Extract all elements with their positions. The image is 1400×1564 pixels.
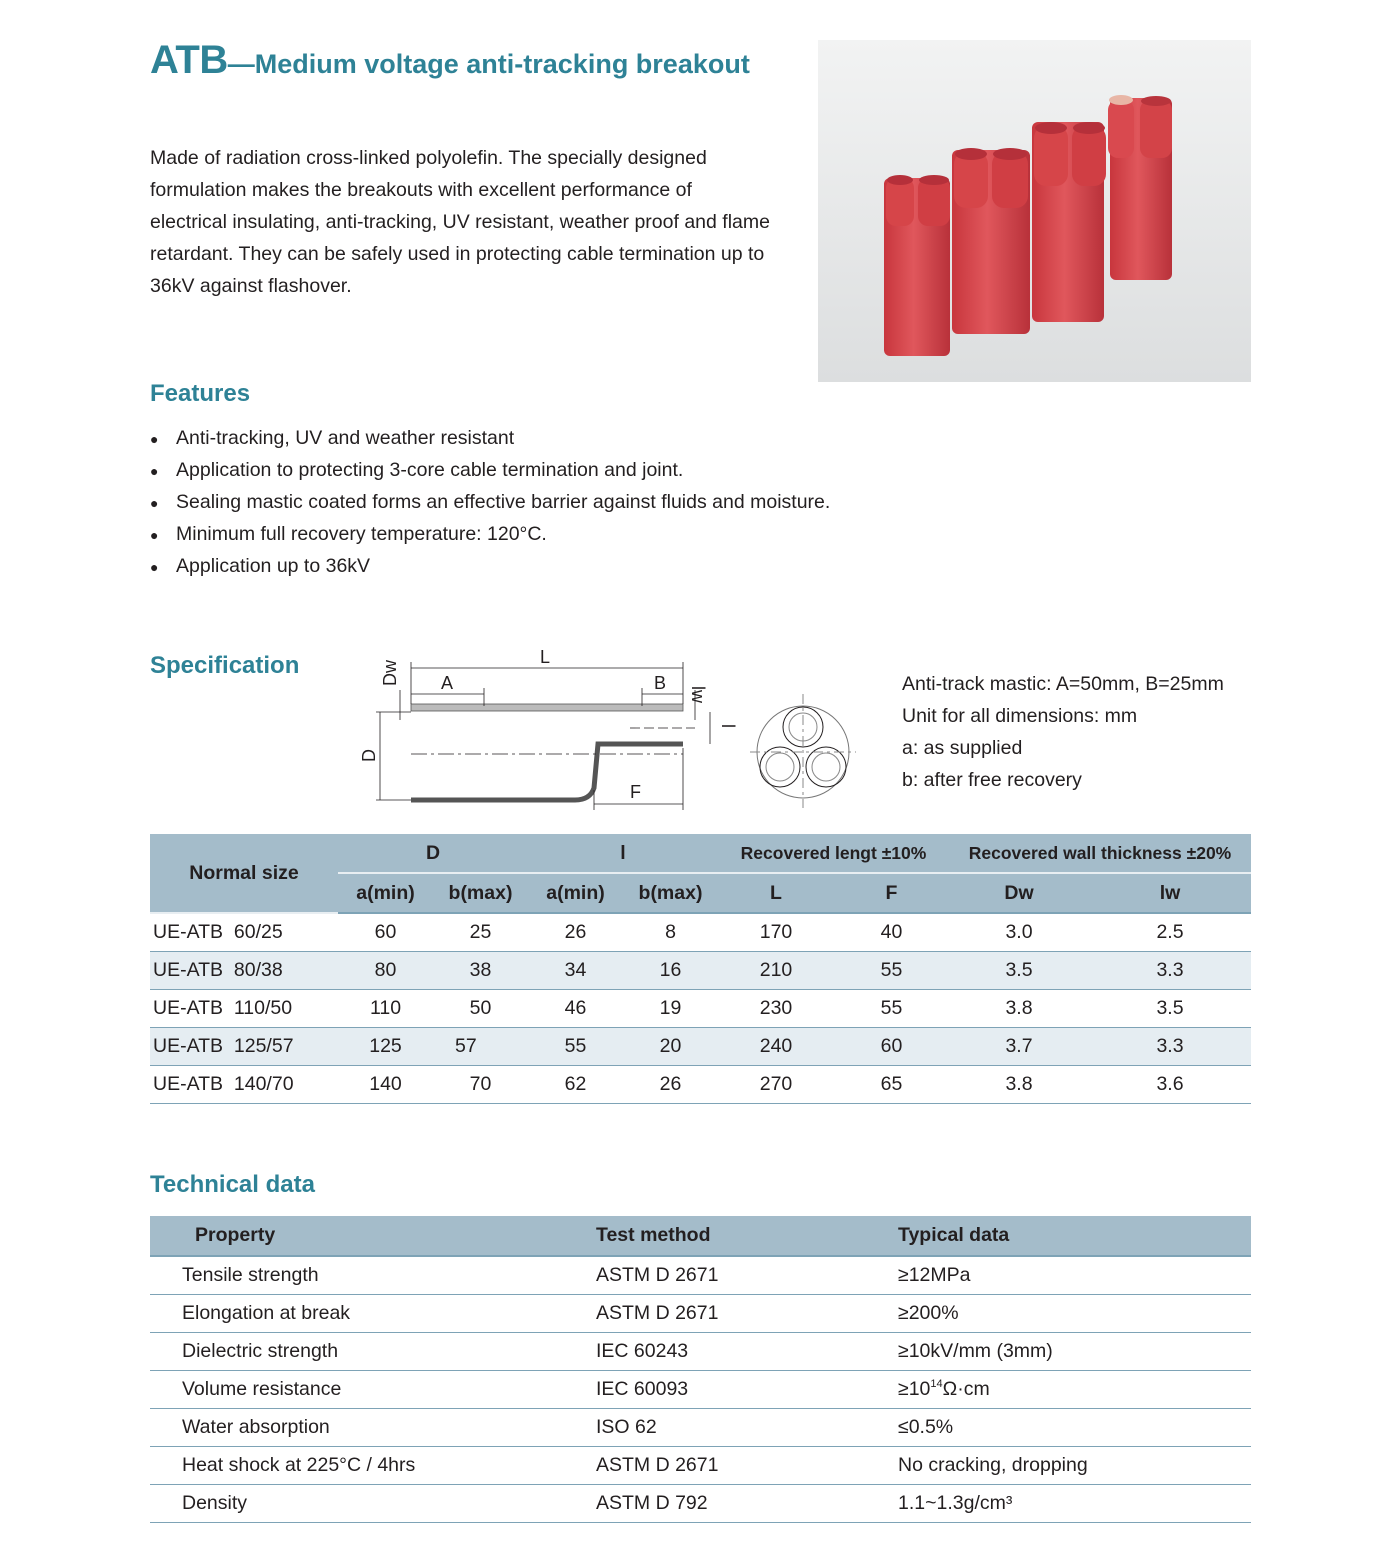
product-subtitle: —Medium voltage anti-tracking breakout: [227, 49, 750, 79]
breakout-1: [884, 175, 950, 356]
header-group-recovered-length: Recovered lengt ±10%: [718, 834, 949, 873]
header-test-method: Test method: [596, 1216, 898, 1256]
list-item: ● Sealing mastic coated forms an effective barrier against fluids and moisture.: [150, 486, 830, 518]
header-group-l: l: [528, 834, 718, 873]
technical-heading: Technical data: [150, 1171, 315, 1198]
table-row: Tensile strength ASTM D 2671 ≥12MPa: [150, 1256, 1251, 1295]
header-sub: b(max): [623, 873, 718, 913]
table-row: UE-ATB 60/25 60 25 26 8 170 40 3.0 2.5: [150, 913, 1251, 952]
dimension-diagram: [350, 640, 750, 812]
header-normal-size: Normal size: [150, 834, 338, 913]
header-property: Property: [150, 1216, 596, 1256]
breakout-3: [1032, 122, 1106, 322]
page-title: [150, 38, 750, 83]
table-row: UE-ATB 80/38 80 38 34 16 210 55 3.5 3.3: [150, 952, 1251, 990]
features-list: [150, 422, 830, 582]
specification-table: [150, 834, 1251, 1104]
table-row: Dielectric strength IEC 60243 ≥10kV/mm (3mm): [150, 1333, 1251, 1371]
header-sub: F: [834, 873, 949, 913]
label-A: A: [441, 673, 454, 693]
table-row: Density ASTM D 792 1.1~1.3g/cm³: [150, 1485, 1251, 1523]
bullet-icon: ●: [150, 495, 159, 511]
note-a: a: as supplied: [902, 737, 1023, 759]
table-row: UE-ATB 140/70 140 70 62 26 270 65 3.8 3.6: [150, 1066, 1251, 1104]
bullet-icon: ●: [150, 527, 159, 543]
list-item: ● Anti-tracking, UV and weather resistant: [150, 422, 830, 454]
header-sub: a(min): [338, 873, 433, 913]
label-F: F: [630, 782, 641, 802]
label-lw: lw: [688, 686, 708, 703]
header-sub: L: [718, 873, 834, 913]
note-mastic: Anti-track mastic: A=50mm, B=25mm: [902, 673, 1224, 695]
specification-heading: Specification: [150, 652, 300, 679]
cross-section-diagram: [740, 690, 870, 810]
header-typical-data: Typical data: [898, 1216, 1251, 1256]
header-sub: Dw: [949, 873, 1089, 913]
breakout-2: [952, 148, 1030, 334]
table-row: Elongation at break ASTM D 2671 ≥200%: [150, 1295, 1251, 1333]
specification-notes: [902, 668, 1224, 796]
bullet-icon: ●: [150, 431, 159, 447]
label-B: B: [654, 673, 667, 693]
bullet-icon: ●: [150, 559, 159, 575]
header-sub: b(max): [433, 873, 528, 913]
list-item: ● Minimum full recovery temperature: 120°C.: [150, 518, 830, 550]
breakout-4: [1108, 95, 1172, 280]
product-photo: [818, 40, 1251, 382]
table-row: UE-ATB 110/50 110 50 46 19 230 55 3.8 3.5: [150, 990, 1251, 1028]
header-group-D: D: [338, 834, 528, 873]
features-heading: Features: [150, 380, 251, 407]
list-item: ● Application to protecting 3-core cable termination and joint.: [150, 454, 830, 486]
list-item: ● Application up to 36kV: [150, 550, 830, 582]
header-sub: a(min): [528, 873, 623, 913]
label-D: D: [359, 749, 379, 762]
table-row: Water absorption ISO 62 ≤0.5%: [150, 1409, 1251, 1447]
header-group-wall-thickness: Recovered wall thickness ±20%: [949, 834, 1251, 873]
header-sub: lw: [1089, 873, 1251, 913]
label-l: l: [718, 724, 738, 728]
note-units: Unit for all dimensions: mm: [902, 705, 1138, 727]
table-row: Volume resistance IEC 60093 $\ge 10^{14}\Omega\cdot cm$: [150, 1371, 1251, 1409]
table-row: Heat shock at 225°C / 4hrs ASTM D 2671 No cracking, dropping: [150, 1447, 1251, 1485]
bullet-icon: ●: [150, 463, 159, 479]
label-Dw: Dw: [380, 660, 400, 686]
note-b: b: after free recovery: [902, 769, 1082, 791]
technical-table: [150, 1216, 1251, 1523]
label-L: L: [540, 647, 551, 667]
product-code: ATB: [150, 38, 228, 82]
table-row: UE-ATB 125/57 125 57 55 20 240 60 3.7 3.3: [150, 1028, 1251, 1066]
intro-paragraph: Made of radiation cross-linked polyolefin. The specially designed formulation makes the breakouts with excellent performance of electrical insulating, anti-tracking, UV resistant, weather proof and flame retardant. They can be safely used in protecting cable termination up to 36kV against flashover.: [150, 147, 770, 297]
